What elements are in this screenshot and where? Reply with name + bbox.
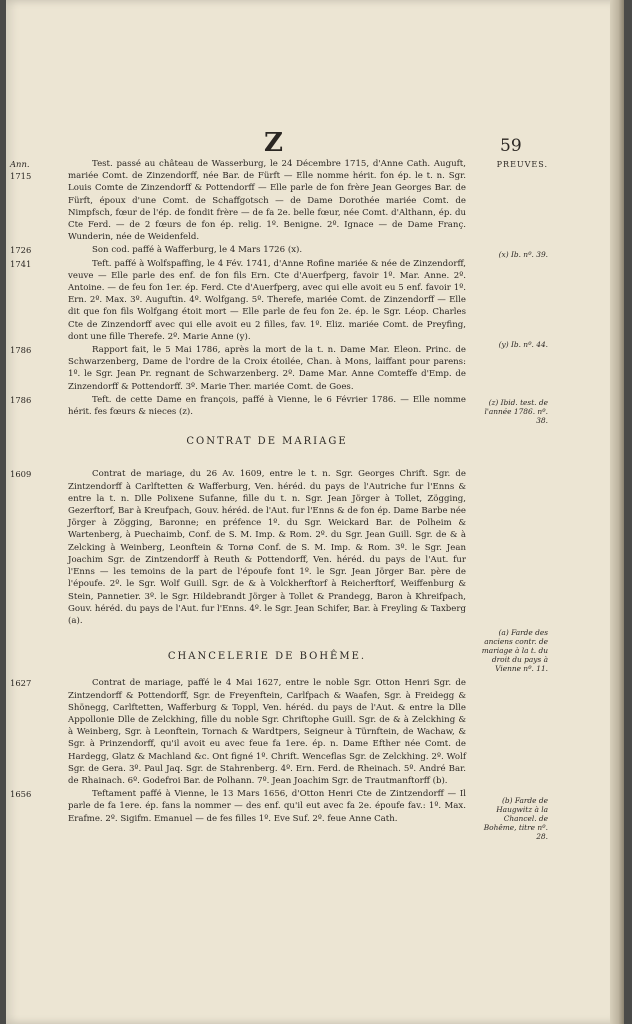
page-edge (610, 0, 624, 1024)
margin-year: 1741 (10, 258, 32, 269)
margin-note-z: (z) Ibid. test. de l'année 1786. nº. 38. (484, 398, 548, 425)
entry-paragraph (10, 344, 466, 393)
page-number: 59 (500, 136, 522, 156)
entry-text: Son cod. paffé à Wafferburg, le 4 Mars 1726 (x). (92, 245, 303, 256)
entry-text: Test. passé au château de Wasserburg, le 24 Décembre 1715, d'Anne Cath. Auguft, mariée Comt. de Zinzendorff, née Bar. de Fürft — Elle nomme hérit. fon ép. le t. n. Sgr. Louis Comte de Zinzendorff & Pottendorff — Elle parle de fon frère Jean Georges Bar. de Fürft, époux d'une Comt. de Schaffgotsch — de Dame Dorothée mariée Comt. de Nimpfsch, fœur de l'ép. de fondit frère — de fa 2e. belle fœur, née Comt. d'Althann, ép. du Cte Ferd. — de 2 fœurs de fon ép. relig. 1º. Benigne. 2º. Ignace — de Dame Franç. Wunderin, née de Weidenfeld. (68, 159, 466, 243)
margin-note-a: (a) Farde des anciens contr. de mariage à la t. du droit du pays à Vienne nº. 11. (481, 628, 548, 673)
margin-year: 1656 (10, 789, 32, 800)
entry-paragraph (10, 468, 466, 627)
entry-text: Teft. de cette Dame en françois, paffé à Vienne, le 6 Février 1786. — Elle nomme hérit. fes fœurs & nieces (z). (68, 394, 466, 418)
margin-year: 1715 (10, 171, 32, 181)
entry-text: Contrat de mariage, du 26 Av. 1609, entre le t. n. Sgr. Georges Chrift. Sgr. de Zintzendorff à Carlftetten & Wafferburg, Ven. héréd. du pays de l'Autriche fur l'Enns & entre la t. n. Dlle Polixene Sufanne, fille du t. n. Sgr. Jean Jörger à Tollet, Zögging, Gezerftorf, Bar à Kreufpach, Gouv. héréd. de l'Aut. fur l'Enns & de fon ép. Dame Barbe née Jörger à Zögging, Baronne; en préfence 1º. du Sgr. Weickard Bar. de Polheim & Wartenberg, à Puechaimb, Conf. de S. M. Imp. & Rom. 2º. du Sgr. Jean Guill. Sgr. de & à Zelcking à Weinberg, Leonftein & Tornø Conf. de S. M. Imp. & Rom. 3º. le Sgr. Jean Joachim Sgr. de Zintzendorff à Reuth & Pottendorff, Ven. héréd. du pays de l'Aut. fur l'Enns — les temoins de la part de l'époufe font 1º. le Sgr. Jean Jörger Bar. père de l'époufe. 2º. le Sgr. Wolf Guill. Sgr. de & à Volckherftorf à Reicherftorf, Weiffenburg & Stein, Pannetier. 3º. le Sgr. Hildebrandt Jörger à Tollet & Prandegg, Baron à Khreifpach, Gouv. héréd. du pays de l'Aut. fur l'Enns. 4º. le Sgr. Jean Schifer, Bar. à Freyling & Taxberg (a). (68, 469, 466, 626)
section-heading-contrat: CONTRAT DE MARIAGE (186, 436, 348, 448)
document-page (6, 0, 624, 1024)
section-letter: Z (264, 128, 284, 158)
margin-note-x: (x) Ib. nº. 39. (498, 250, 548, 259)
margin-year: 1627 (10, 678, 32, 689)
entry-paragraph (10, 258, 466, 343)
section-heading-chancelerie: CHANCELERIE DE BOHÊME. (167, 651, 367, 663)
entry-text: Teft. paffé à Wolfspaffing, le 4 Fév. 1741, d'Anne Rofine mariée & née de Zinzendorff, veuve — Elle parle des enf. de fon fils Ern. Cte d'Auerfperg, favoir 1º. Mar. Anne. 2º. Antoine. — de feu fon 1er. ép. Ferd. Cte d'Auerfperg, avec qui elle avoit eu 5 enf. favoir 1º. Ern. 2º. Max. 3º. Auguftin. 4º. Wolfgang. 5º. Therefe, mariée Comt. de Zinzendorff — Elle dit que fon fils Wolfgang étoit mort — Elle parle de feu fon 2e. ép. le Sgr. Léop. Charles Cte de Zinzendorff avec qui elle avoit eu 2 filles, fav. 1º. Eliz. mariée Comt. de Preyfing, dont une fille Therefe. 2º. Marie Anne (y). (68, 258, 466, 342)
entry-paragraph (10, 788, 466, 825)
entry-paragraph (10, 244, 466, 256)
entry-text: Contrat de mariage, paffé le 4 Mai 1627, entre le noble Sgr. Otton Henri Sgr. de Zintzendorff & Pottendorff, Sgr. de Freyenftein, Carlfpach & Waafen, Sgr. à Freidegg & Shönegg, Carlftetten, Wafferburg & Toppl, Ven. héréd. du pays de l'Aut. & entre la Dlle Appollonie Dlle de Zelckhing, fille du noble Sgr. Chriftophe Guill. Sgr. de & à Zelckhing & à Weinberg, Sgr. à Leonftein, Tornach & Wardtpers, Seigneur à Türnftein, de Wachaw, & Sgr. à Prinzendorff, qu'il avoit eu avec feue fa 1ere. ép. n. Dame Efther née Comt. de Hardegg, Glatz & Machland &c. Ont figné 1º. Chrift. Wenceflas Sgr. de Zelckhing. 2º. Wolf Sgr. de Gera. 3º. Paul Jaq. Sgr. de Stahrenberg. 4º. Ern. Ferd. de Rheinach. 5º. André Bar. de Rhainach. 6º. Godefroi Bar. de Polhann. 7º. Jean Joachim Sgr. de Trautmanftorff (b). (68, 678, 466, 786)
margin-year: 1609 (10, 469, 32, 480)
main-text (10, 158, 466, 826)
entry-paragraph (10, 394, 466, 418)
entry-paragraph (10, 158, 466, 243)
margin-label: Ann. (10, 159, 30, 169)
entry-text: Rapport fait, le 5 Mai 1786, après la mort de la t. n. Dame Mar. Eleon. Princ. de Schwarzenberg, Dame de l'ordre de la Croix étoilée, Chan. à Mons, laiffant pour parens: 1º. le Sgr. Jean Pr. regnant de Schwarzenberg. 2º. Dame Mar. Anne Comteffe d'Emp. de Zinzendorff & Pottendorff. 3º. Marie Ther. mariée Comt. de Goes. (68, 345, 466, 392)
margin-note-b: (b) Farde de Haugwitz à la Chancel. de Bohême, titre nº. 28. (483, 796, 548, 841)
margin-note-y: (y) Ib. nº. 44. (498, 340, 548, 349)
margin-year: 1786 (10, 345, 32, 356)
entry-paragraph (10, 677, 466, 787)
margin-year: 1786 (10, 394, 32, 405)
margin-year: 1726 (10, 245, 32, 256)
margin-note-preuves: PREUVES. (496, 160, 548, 169)
entry-text: Teftament paffé à Vienne, le 13 Mars 1656, d'Otton Henri Cte de Zintzendorff — Il parle de fa 1ere. ép. fans la nommer — des enf. qu'il eut avec fa 2e. époufe fav.: 1º. Max. Erafme. 2º. Sigifm. Emanuel — de fes filles 1º. Eve Suf. 2º. feue Anne Cath. (68, 789, 466, 824)
